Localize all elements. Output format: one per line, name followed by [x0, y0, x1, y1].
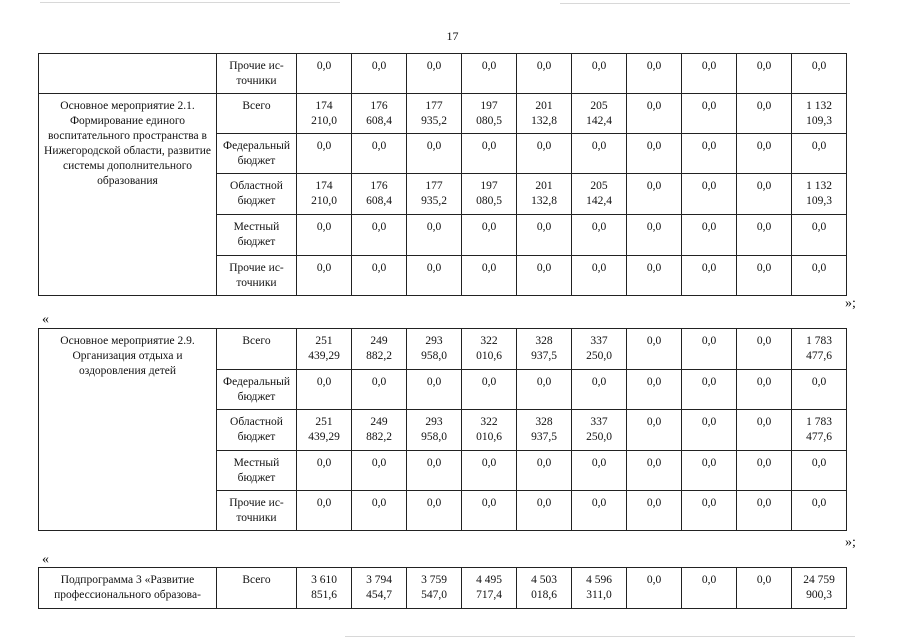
value-cell: 0,0: [297, 256, 352, 296]
funding-source: Федеральный бюджет: [217, 370, 297, 410]
value-cell: 1 132 109,3: [792, 174, 847, 215]
funding-source: Всего: [217, 329, 297, 370]
value-cell: 293 958,0: [407, 410, 462, 451]
value-cell: 0,0: [627, 54, 682, 94]
value-cell: 0,0: [627, 174, 682, 215]
value-cell: 1 783 477,6: [792, 410, 847, 451]
value-cell: 0,0: [682, 54, 737, 94]
funding-source: Областной бюджет: [217, 174, 297, 215]
funding-table-subprogram-3: [38, 567, 847, 609]
value-cell: 0,0: [682, 174, 737, 215]
scan-artifact-top-right: [560, 3, 850, 4]
value-cell: 201 132,8: [517, 94, 572, 134]
value-cell: 251 439,29: [297, 410, 352, 451]
value-cell: 0,0: [407, 54, 462, 94]
table-row: [39, 94, 847, 134]
value-cell: 197 080,5: [462, 94, 517, 134]
funding-table-measure-2-1: [38, 93, 847, 296]
value-cell: 0,0: [737, 451, 792, 491]
value-cell: 0,0: [462, 215, 517, 256]
funding-table-continuation: [38, 53, 847, 94]
value-cell: 0,0: [407, 370, 462, 410]
value-cell: 0,0: [297, 451, 352, 491]
value-cell: 176 608,4: [352, 174, 407, 215]
funding-source: Федеральный бюджет: [217, 134, 297, 174]
value-cell: 0,0: [627, 94, 682, 134]
funding-source: Всего: [217, 94, 297, 134]
value-cell: 0,0: [682, 134, 737, 174]
value-cell: 0,0: [462, 370, 517, 410]
funding-table-measure-2-9: [38, 328, 847, 531]
value-cell: 0,0: [682, 410, 737, 451]
value-cell: 0,0: [407, 134, 462, 174]
value-cell: 176 608,4: [352, 94, 407, 134]
value-cell: 0,0: [407, 451, 462, 491]
value-cell: 0,0: [297, 370, 352, 410]
value-cell: 0,0: [737, 370, 792, 410]
value-cell: 0,0: [627, 410, 682, 451]
value-cell: 0,0: [737, 54, 792, 94]
value-cell: 0,0: [682, 256, 737, 296]
funding-source: Прочие ис- точники: [217, 54, 297, 94]
value-cell: 0,0: [792, 215, 847, 256]
opening-quote: «: [42, 552, 49, 567]
value-cell: 0,0: [572, 451, 627, 491]
value-cell: 24 759 900,3: [792, 568, 847, 609]
value-cell: 0,0: [737, 94, 792, 134]
value-cell: 0,0: [737, 329, 792, 370]
value-cell: 1 132 109,3: [792, 94, 847, 134]
value-cell: 0,0: [627, 134, 682, 174]
value-cell: 4 596 311,0: [572, 568, 627, 609]
value-cell: 0,0: [737, 491, 792, 531]
value-cell: 0,0: [627, 568, 682, 609]
value-cell: 0,0: [462, 451, 517, 491]
value-cell: 0,0: [462, 256, 517, 296]
value-cell: 0,0: [572, 256, 627, 296]
value-cell: 0,0: [572, 54, 627, 94]
value-cell: 0,0: [792, 451, 847, 491]
closing-quote: »;: [845, 535, 856, 550]
value-cell: 201 132,8: [517, 174, 572, 215]
value-cell: 0,0: [682, 329, 737, 370]
value-cell: 0,0: [352, 451, 407, 491]
value-cell: 0,0: [792, 370, 847, 410]
value-cell: 0,0: [682, 215, 737, 256]
value-cell: 174 210,0: [297, 94, 352, 134]
value-cell: 174 210,0: [297, 174, 352, 215]
value-cell: 0,0: [352, 491, 407, 531]
value-cell: 0,0: [682, 94, 737, 134]
value-cell: 0,0: [627, 491, 682, 531]
page-number: 17: [446, 29, 459, 43]
value-cell: 0,0: [572, 134, 627, 174]
value-cell: 0,0: [297, 215, 352, 256]
value-cell: 0,0: [462, 134, 517, 174]
value-cell: 0,0: [517, 134, 572, 174]
scan-artifact-top-left: [40, 2, 340, 3]
value-cell: 328 937,5: [517, 410, 572, 451]
value-cell: 0,0: [792, 256, 847, 296]
value-cell: 3 759 547,0: [407, 568, 462, 609]
value-cell: 328 937,5: [517, 329, 572, 370]
opening-quote: «: [42, 312, 49, 327]
funding-source: Прочие ис- точники: [217, 491, 297, 531]
value-cell: 205 142,4: [572, 174, 627, 215]
value-cell: 3 794 454,7: [352, 568, 407, 609]
value-cell: 0,0: [352, 215, 407, 256]
value-cell: 251 439,29: [297, 329, 352, 370]
funding-source: Местный бюджет: [217, 215, 297, 256]
value-cell: 0,0: [352, 370, 407, 410]
value-cell: 249 882,2: [352, 410, 407, 451]
value-cell: 0,0: [352, 134, 407, 174]
value-cell: 0,0: [737, 256, 792, 296]
value-cell: 0,0: [517, 256, 572, 296]
table-row: [39, 568, 847, 609]
value-cell: 205 142,4: [572, 94, 627, 134]
value-cell: 0,0: [682, 451, 737, 491]
value-cell: 0,0: [627, 329, 682, 370]
value-cell: 337 250,0: [572, 410, 627, 451]
value-cell: 1 783 477,6: [792, 329, 847, 370]
funding-source: Прочие ис- точники: [217, 256, 297, 296]
value-cell: 0,0: [572, 215, 627, 256]
value-cell: 0,0: [737, 215, 792, 256]
value-cell: 197 080,5: [462, 174, 517, 215]
value-cell: 0,0: [517, 54, 572, 94]
value-cell: 0,0: [517, 491, 572, 531]
value-cell: 0,0: [517, 370, 572, 410]
value-cell: 0,0: [682, 568, 737, 609]
value-cell: 337 250,0: [572, 329, 627, 370]
value-cell: 0,0: [792, 134, 847, 174]
scan-artifact-bottom: [345, 636, 855, 637]
measure-cell: [39, 54, 217, 94]
value-cell: 0,0: [627, 256, 682, 296]
table-row: [39, 54, 847, 94]
value-cell: 0,0: [462, 54, 517, 94]
value-cell: 0,0: [737, 174, 792, 215]
value-cell: 0,0: [627, 215, 682, 256]
value-cell: 0,0: [297, 54, 352, 94]
value-cell: 0,0: [407, 256, 462, 296]
funding-source: Всего: [217, 568, 297, 609]
value-cell: 0,0: [297, 134, 352, 174]
value-cell: 4 503 018,6: [517, 568, 572, 609]
value-cell: 0,0: [517, 215, 572, 256]
value-cell: 0,0: [682, 491, 737, 531]
value-cell: 322 010,6: [462, 410, 517, 451]
value-cell: 0,0: [352, 54, 407, 94]
value-cell: 0,0: [737, 410, 792, 451]
value-cell: 177 935,2: [407, 94, 462, 134]
value-cell: 177 935,2: [407, 174, 462, 215]
value-cell: 0,0: [297, 491, 352, 531]
value-cell: 0,0: [737, 568, 792, 609]
value-cell: 0,0: [572, 491, 627, 531]
value-cell: 0,0: [627, 451, 682, 491]
value-cell: 0,0: [407, 215, 462, 256]
value-cell: 249 882,2: [352, 329, 407, 370]
value-cell: 0,0: [737, 134, 792, 174]
value-cell: 0,0: [792, 491, 847, 531]
value-cell: 0,0: [407, 491, 462, 531]
measure-description: Основное мероприятие 2.1. Формирование единого воспитательного пространства в Нижегородской области, развитие системы дополнительного образования: [39, 94, 217, 296]
closing-quote: »;: [845, 296, 856, 311]
funding-source: Местный бюджет: [217, 451, 297, 491]
value-cell: 0,0: [517, 451, 572, 491]
value-cell: 0,0: [462, 491, 517, 531]
value-cell: 0,0: [572, 370, 627, 410]
value-cell: 3 610 851,6: [297, 568, 352, 609]
value-cell: 0,0: [352, 256, 407, 296]
table-row: [39, 329, 847, 370]
value-cell: 293 958,0: [407, 329, 462, 370]
value-cell: 0,0: [627, 370, 682, 410]
value-cell: 4 495 717,4: [462, 568, 517, 609]
value-cell: 322 010,6: [462, 329, 517, 370]
subprogram-description: Подпрограмма 3 «Развитие профессионального образова-: [39, 568, 217, 609]
value-cell: 0,0: [682, 370, 737, 410]
measure-description: Основное мероприятие 2.9. Организация отдыха и оздоровления детей: [39, 329, 217, 531]
funding-source: Областной бюджет: [217, 410, 297, 451]
value-cell: 0,0: [792, 54, 847, 94]
